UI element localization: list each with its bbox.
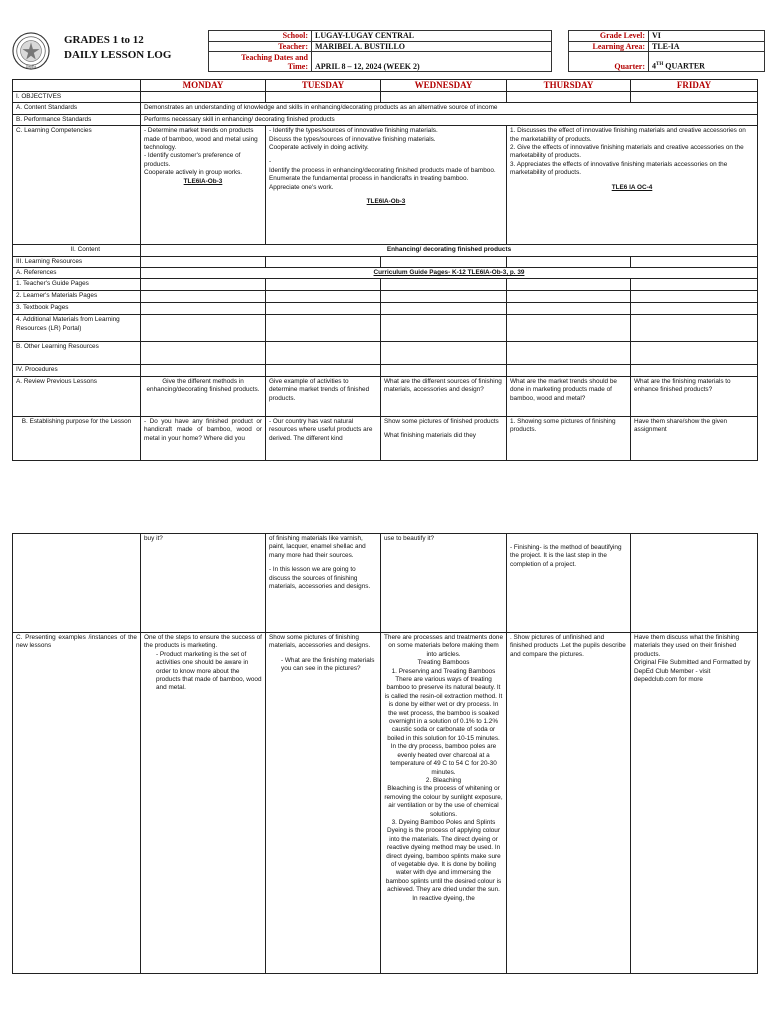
review-wednesday: What are the different sources of finishing materials, accessories and design? [381, 376, 507, 416]
dates-value: APRIL 8 – 12, 2024 (WEEK 2) [312, 52, 552, 72]
purpose-thursday: 1. Showing some pictures of finishing products. [507, 416, 631, 460]
teacher-label: Teacher: [209, 41, 312, 52]
objectives-label: I. OBJECTIVES [13, 92, 141, 103]
performance-standards-value: Performs necessary skill in enhancing/ decorating finished products [141, 114, 758, 125]
day-friday: FRIDAY [631, 80, 758, 92]
purpose-tuesday: - Our country has vast natural resources where useful products are derived. The different kind [266, 416, 381, 460]
presenting-thursday: . Show pictures of unfinished and finished products .Let the pupils describe and compare the pictures. [507, 633, 631, 974]
lesson-log-page-1 [0, 0, 768, 490]
additional-materials-label: 4. Additional Materials from Learning Resources (LR) Portal) [13, 315, 141, 342]
document-title [64, 33, 171, 63]
content-label: II. Content [13, 245, 141, 256]
grade-label: Grade Level: [569, 31, 649, 42]
purpose-label: B. Establishing purpose for the Lesson [13, 416, 141, 460]
presenting-row [13, 633, 758, 974]
review-friday: What are the finishing materials to enhance finished products? [631, 376, 758, 416]
day-monday: MONDAY [141, 80, 266, 92]
purpose-monday: - Do you have any finished product or handicraft made of bamboo, wood or metal in your home? Where did you [141, 416, 266, 460]
review-monday: Give the different methods in enhancing/decorating finished products. [141, 376, 266, 416]
lesson-log-page-2 [0, 490, 768, 1024]
header-info-grid [208, 30, 765, 72]
day-tuesday: TUESDAY [266, 80, 381, 92]
references-value: Curriculum Guide Pages- K-12 TLE6IA-Ob-3, p. 39 [141, 268, 758, 279]
day-wednesday: WEDNESDAY [381, 80, 507, 92]
purpose-monday-cont: buy it? [141, 534, 266, 633]
textbook-pages-label: 3. Textbook Pages [13, 303, 141, 315]
grade-value: VI [649, 31, 765, 42]
teacher-value: MARIBEL A. BUSTILLO [312, 41, 552, 52]
school-value: LUGAY-LUGAY CENTRAL [312, 31, 552, 42]
learning-competencies-label: C. Learning Competencies [13, 126, 141, 245]
other-resources-label: B. Other Learning Resources [13, 342, 141, 365]
title-grades: GRADES 1 to 12 [64, 34, 144, 46]
presenting-tuesday: Show some pictures of finishing materials, accessories and designs. - What are the finishing materials you can see in the pictures? [266, 633, 381, 974]
svg-text:DepEd: DepEd [25, 65, 37, 70]
learners-materials-label: 2. Learner's Materials Pages [13, 291, 141, 303]
presenting-monday: One of the steps to ensure the success of the products is marketing. - Product marketing is the set of activities one should be aware in order to know more about the products that made of bamboo, wood and metal. [141, 633, 266, 974]
lesson-log-table [12, 79, 758, 461]
deped-seal-logo [12, 32, 50, 70]
presenting-friday: Have them discuss what the finishing materials they used on their finished products. Original File Submitted and Formatted by DepEd Club Member - visit depedclub.com for more [631, 633, 758, 974]
procedures-label: IV. Procedures [13, 365, 141, 376]
lesson-log-table-continued [12, 533, 758, 974]
day-thursday: THURSDAY [507, 80, 631, 92]
dates-label: Teaching Dates and Time: [209, 52, 312, 72]
purpose-continued-row [13, 534, 758, 633]
title-dll: DAILY LESSON LOG [64, 49, 172, 61]
competencies-tuesday-wednesday: - Identify the types/sources of innovative finishing materials. Discuss the types/sources of innovative finishing materials. Cooperate actively in doing activity. - Identify the process in enhancing/decorating finished products made of bamboo. Enumerate the fundamental process in handicrafts in treating bamboo. Appreciate one's work. TLE6IA-Ob-3 [266, 126, 507, 245]
review-label: A. Review Previous Lessons [13, 376, 141, 416]
area-label: Learning Area: [569, 41, 649, 52]
purpose-tuesday-cont: of finishing materials like varnish, paint, lacquer, enamel shellac and many more had their sources. - In this lesson we are going to discuss the sources of finishing materials, accessories and designs. [266, 534, 381, 633]
performance-standards-label: B. Performance Standards [13, 114, 141, 125]
purpose-wednesday: Show some pictures of finished products What finishing materials did they [381, 416, 507, 460]
references-label: A. References [13, 268, 141, 279]
school-label: School: [209, 31, 312, 42]
document-header [12, 30, 764, 71]
learning-resources-label: III. Learning Resources [13, 256, 141, 267]
quarter-value: 4TH QUARTER [649, 52, 765, 72]
review-tuesday: Give example of activities to determine market trends of finished products. [266, 376, 381, 416]
content-standards-label: A. Content Standards [13, 103, 141, 114]
competency-code-tuesday: TLE6IA-Ob-3 [366, 198, 406, 206]
presenting-label: C. Presenting examples /instances of the new lessons [13, 633, 141, 974]
content-standards-value: Demonstrates an understanding of knowledge and skills in enhancing/decorating products as an alternative source of income [141, 103, 758, 114]
presenting-wednesday: There are processes and treatments done on some materials before making them into articles. Treating Bamboos 1. Preserving and Treating Bamboos There are various ways of treating bamboo to preserve its natural beauty. It is called the resin-oil extraction method. It is done by either wet or dry process. In the wet process, the bamboo is soaked overnight in a solution of 0.1% to 1.2% caustic soda or carbonate of soda or boiled in this solution for 10-15 minutes. In the dry process, bamboo poles are evenly heated over charcoal at a temperature of 49 C to 54 C for 20-30 minutes. 2. Bleaching Bleaching is the process of whitening or removing the colour by sunlight exposure, air ventilation or by the use of chemical solutions. 3. Dyeing Bamboo Poles and Splints Dyeing is the process of applying colour into the materials. The direct dyeing or reactive dyeing method may be used. In direct dyeing, bamboo splints make sure of vegetable dye. It is done by boiling water with dye and immersing the bamboo splints until the desired colour is achieved. They are dried under the sun. In reactive dyeing, the [381, 633, 507, 974]
competency-code-monday: TLE6IA-Ob-3 [183, 177, 223, 185]
area-value: TLE-IA [649, 41, 765, 52]
days-header-row [13, 80, 758, 92]
competencies-thursday-friday: 1. Discusses the effect of innovative finishing materials and creative accessories on the marketability of products. 2. Give the effects of innovative finishing materials and creative accessories on the marketability of products. 3. Appreciates the effects of innovative finishing materials accessories on the marketability of products. TLE6 IA OC-4 [507, 126, 758, 245]
competency-code-thursday: TLE6 IA OC-4 [611, 183, 653, 191]
purpose-friday: Have them share/show the given assignment [631, 416, 758, 460]
teachers-guide-label: 1. Teacher's Guide Pages [13, 279, 141, 291]
quarter-label: Quarter: [569, 52, 649, 72]
review-thursday: What are the market trends should be done in marketing products made of bamboo, wood and metal? [507, 376, 631, 416]
purpose-wednesday-cont: use to beautify it? [381, 534, 507, 633]
content-value: Enhancing/ decorating finished products [141, 245, 758, 256]
competencies-monday: - Determine market trends on products made of bamboo, wood and metal using technology. - Identify customer's preference of products. Cooperate actively in group works. TLE6IA-Ob-3 [141, 126, 266, 245]
purpose-thursday-cont: - Finishing- is the method of beautifying the project. It is the last step in the completion of a project. [507, 534, 631, 633]
